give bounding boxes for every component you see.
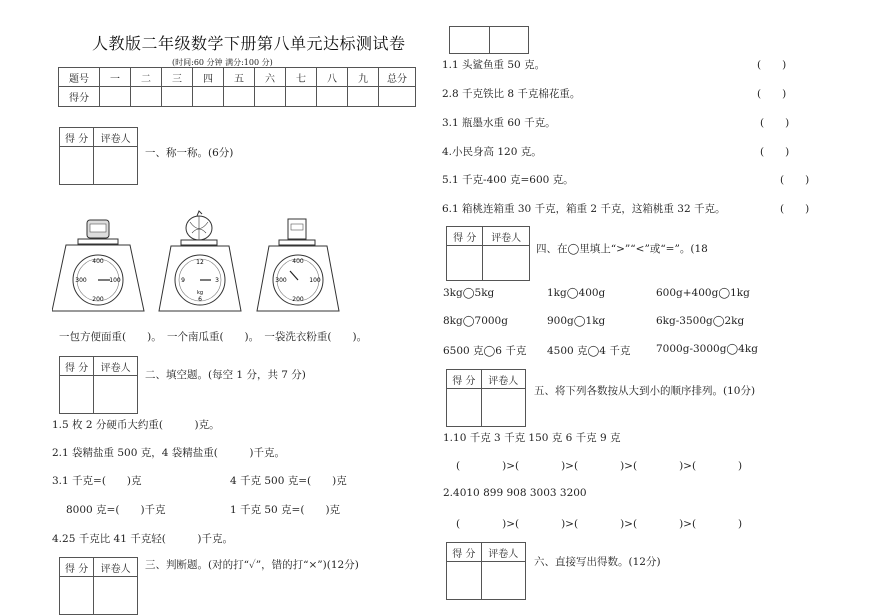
dial-label: 300 [275,277,287,284]
section6-title: 六、直接写出得数。(12分) [534,556,661,568]
dial-label: 300 [75,277,87,284]
section4-title: 四、在◯里填上“>”“<”或“=”。(18 [536,243,708,255]
grader-entry[interactable] [481,389,525,427]
dial-label: 12 [196,259,204,266]
page-title: 人教版二年级数学下册第八单元达标测试卷 [92,34,406,53]
order-answer-line[interactable]: ( )>( )>( )>( )>( ) [456,460,743,472]
scale-noodles [52,220,144,311]
score-cell: 四 [193,68,224,87]
grader-label: 评卷人 [481,370,525,389]
grader-score-entry[interactable] [60,147,94,185]
section2-title: 二、填空题。(每空 1 分，共 7 分) [145,369,306,381]
grader-score-entry[interactable] [447,389,482,427]
judge-question: 4.小民身高 120 克。 [442,146,542,158]
judge-answer-slot[interactable]: ( ) [780,203,810,215]
order-question: 2.4010 899 908 3003 3200 [443,487,587,499]
grader-entry[interactable] [483,246,530,281]
grader-score-label: 得 分 [447,543,482,562]
grader-score-entry[interactable] [60,577,94,615]
dial-label: 9 [181,277,185,284]
fill-question: 1 千克 50 克=( )克 [230,504,341,516]
dial-label: 100 [109,277,121,284]
score-cell: 得分 [59,87,100,107]
exam-subtitle: (时间:60 分钟 满分:100 分) [172,58,273,67]
judge-answer-slot[interactable]: ( ) [757,59,787,71]
score-cell: 七 [286,68,317,87]
dial-unit: kg [196,290,204,296]
judge-question: 3.1 瓶墨水重 60 千克。 [442,117,556,129]
dial-label: 100 [309,277,321,284]
grader-label: 评卷人 [483,227,530,246]
score-cell: 六 [255,68,286,87]
grader-box [446,542,526,600]
compare-item: 1kg◯400g [547,287,606,299]
order-question: 1.10 千克 3 千克 150 克 6 千克 9 克 [443,432,621,444]
grader-score-label: 得 分 [60,558,94,577]
score-cell: 五 [224,68,255,87]
judge-question: 1.1 头鲨鱼重 50 克。 [442,59,546,71]
compare-item: 4500 克◯4 千克 [547,345,631,357]
grader-box [59,557,138,615]
judge-question: 6.1 箱桃连箱重 30 千克，箱重 2 千克，这箱桃重 32 千克。 [442,203,726,215]
fill-question: 3.1 千克=( )克 [52,475,142,487]
score-cell: 九 [348,68,379,87]
box-cell[interactable] [489,27,529,54]
score-entry[interactable] [255,87,286,107]
scales-illustration [52,205,382,317]
grader-box [59,127,138,185]
judge-answer-slot[interactable]: ( ) [757,88,787,100]
score-entry[interactable] [193,87,224,107]
section1-title: 一、称一称。(6分) [145,147,234,159]
grader-label: 评卷人 [94,558,138,577]
grader-label: 评卷人 [94,128,138,147]
score-entry[interactable] [224,87,255,107]
dial-label: 3 [215,277,219,284]
score-cell: 二 [131,68,162,87]
compare-item: 600g+400g◯1kg [656,287,750,299]
score-entry[interactable] [317,87,348,107]
top-empty-box [449,26,529,54]
grader-entry[interactable] [481,562,525,600]
grader-box [59,356,138,414]
score-entry[interactable] [162,87,193,107]
grader-label: 评卷人 [481,543,525,562]
compare-item: 3kg◯5kg [443,287,495,299]
compare-item: 900g◯1kg [547,315,606,327]
scale-detergent [257,219,339,311]
judge-question: 5.1 千克-400 克=600 克。 [442,174,574,186]
box-cell[interactable] [450,27,490,54]
grader-score-label: 得 分 [60,357,94,376]
score-entry[interactable] [348,87,379,107]
grader-score-label: 得 分 [447,227,483,246]
grader-entry[interactable] [94,577,138,615]
grader-entry[interactable] [94,147,138,185]
score-entry[interactable] [379,87,416,107]
grader-box [446,226,530,281]
compare-item: 6kg-3500g◯2kg [656,315,745,327]
score-cell: 八 [317,68,348,87]
section1-answer-line: 一包方便面重( )。 一个南瓜重( )。 一袋洗衣粉重( )。 [59,331,368,343]
dial-label: 200 [292,296,304,303]
score-table [58,67,416,107]
score-cell: 一 [100,68,131,87]
compare-item: 8kg◯7000g [443,315,508,327]
fill-question: 4.25 千克比 41 千克轻( )千克。 [52,533,233,545]
score-table-header-row [59,68,416,87]
fill-question: 2.1 袋精盐重 500 克，4 袋精盐重( )千克。 [52,447,285,459]
grader-box [446,369,526,427]
grader-label: 评卷人 [94,357,138,376]
order-answer-line[interactable]: ( )>( )>( )>( )>( ) [456,518,743,530]
section5-title: 五、将下列各数按从大到小的顺序排列。(10分) [534,385,756,397]
judge-answer-slot[interactable]: ( ) [760,117,790,129]
judge-answer-slot[interactable]: ( ) [760,146,790,158]
judge-question: 2.8 千克铁比 8 千克棉花重。 [442,88,581,100]
compare-item: 7000g-3000g◯4kg [656,343,758,355]
dial-label: 6 [198,296,202,303]
compare-item: 6500 克◯6 千克 [443,345,527,357]
dial-label: 200 [92,296,104,303]
score-cell: 三 [162,68,193,87]
grader-score-label: 得 分 [60,128,94,147]
score-entry[interactable] [131,87,162,107]
grader-score-entry[interactable] [447,562,482,600]
fill-question: 1.5 枚 2 分硬币大约重( )克。 [52,419,220,431]
grader-score-label: 得 分 [447,370,482,389]
section3-title: 三、判断题。(对的打“✓”，错的打“×”)(12分) [145,559,359,571]
score-entry[interactable] [286,87,317,107]
dial-label: 400 [292,258,304,265]
fill-question: 4 千克 500 克=( )克 [230,475,347,487]
score-cell: 总分 [379,68,416,87]
dial-label: 400 [92,258,104,265]
grader-score-entry[interactable] [447,246,483,281]
grader-score-entry[interactable] [60,376,94,414]
score-table-row [59,87,416,107]
score-entry[interactable] [100,87,131,107]
judge-answer-slot[interactable]: ( ) [780,174,810,186]
grader-entry[interactable] [94,376,138,414]
score-cell: 题号 [59,68,100,87]
fill-question: 8000 克=( )千克 [66,504,166,516]
scale-watermelon [159,211,241,311]
